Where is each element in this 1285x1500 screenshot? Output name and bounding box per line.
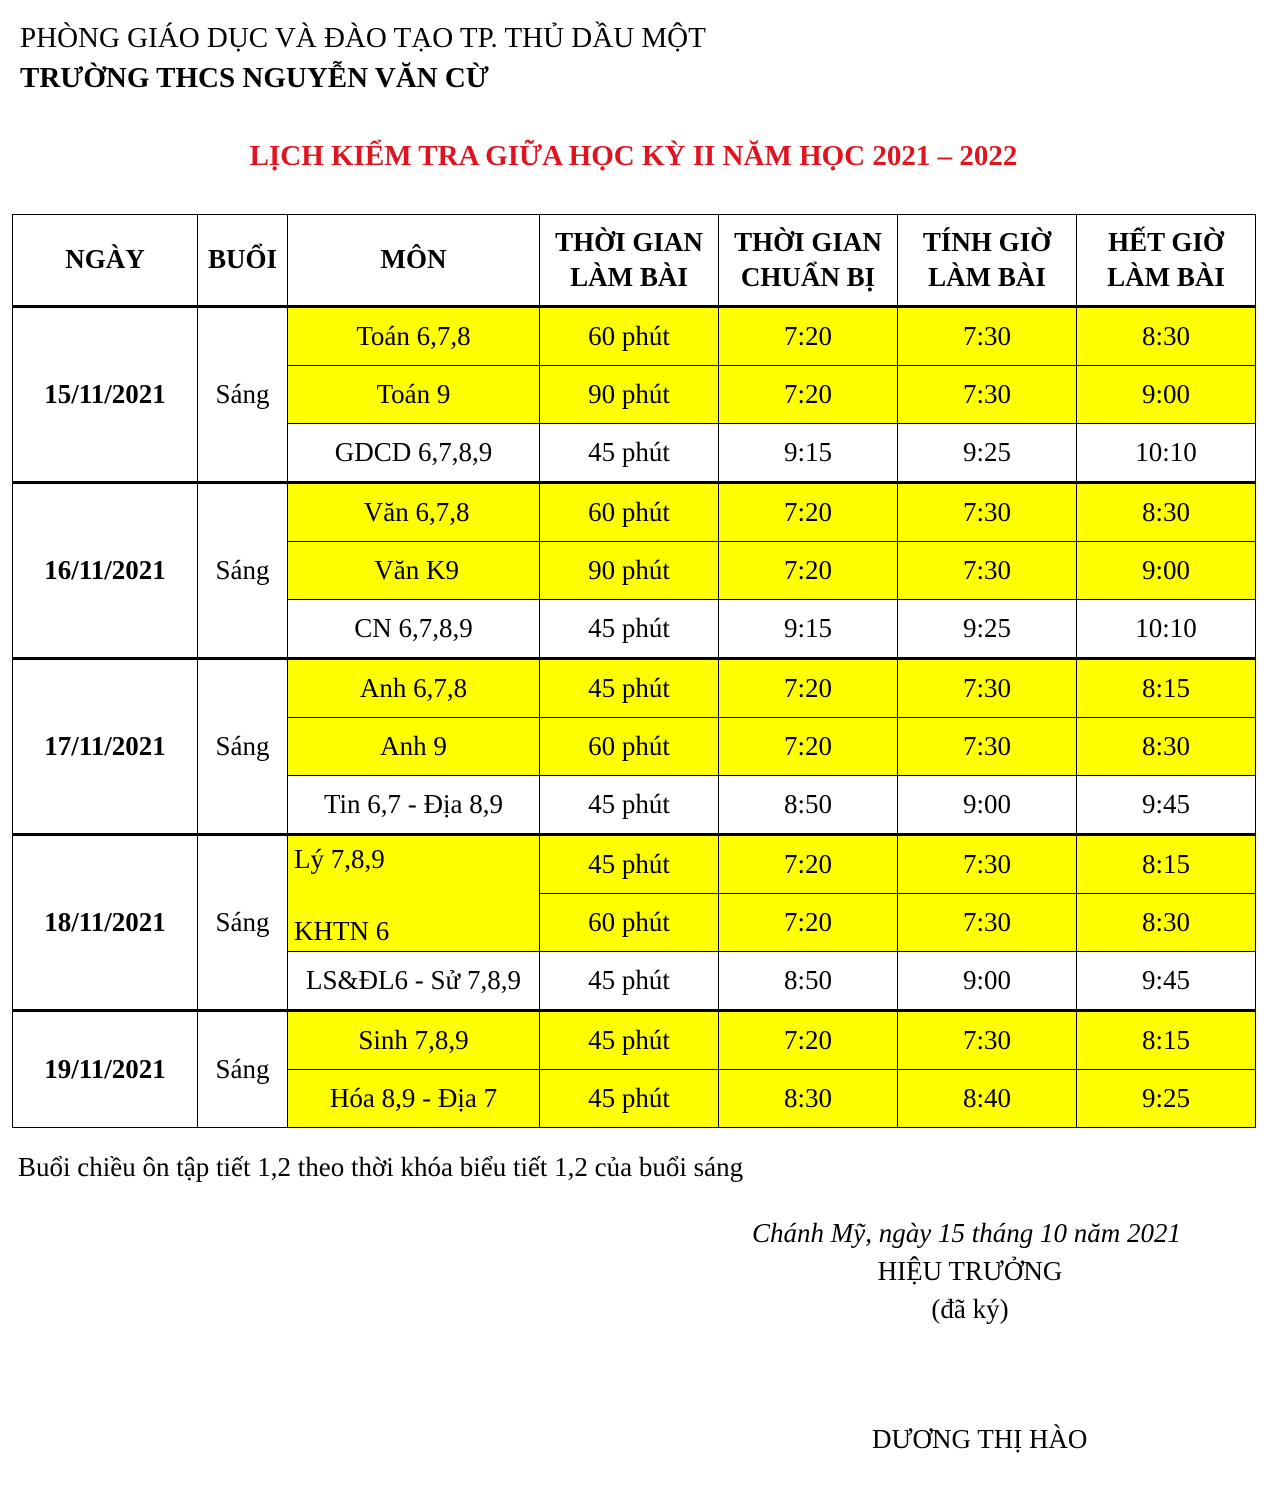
prep-cell: 9:15 [719,600,898,659]
subject-cell: Anh 6,7,8 [288,659,540,718]
subject-cell: CN 6,7,8,9 [288,600,540,659]
header-start: TÍNH GIỜ LÀM BÀI [898,215,1077,307]
subject-cell: Sinh 7,8,9 [288,1011,540,1070]
schedule-body [13,307,1256,483]
header-session: BUỔI [198,215,288,307]
duration-cell: 60 phút [540,483,719,542]
end-cell: 8:15 [1077,835,1256,894]
duration-cell: 45 phút [540,835,719,894]
place-date: Chánh Mỹ, ngày 15 tháng 10 năm 2021 [752,1218,1181,1248]
header-end: HẾT GIỜ LÀM BÀI [1077,215,1256,307]
department-name: PHÒNG GIÁO DỤC VÀ ĐÀO TẠO TP. THỦ DẦU MỘT [20,22,706,54]
start-cell: 7:30 [898,718,1077,776]
prep-cell: 7:20 [719,718,898,776]
end-cell: 8:30 [1077,483,1256,542]
prep-cell: 7:20 [719,659,898,718]
subject-cell: LS&ĐL6 - Sử 7,8,9 [288,952,540,1011]
duration-cell: 45 phút [540,776,719,835]
prep-cell: 7:20 [719,835,898,894]
start-cell: 7:30 [898,835,1077,894]
table-row [13,483,1256,542]
end-cell: 8:15 [1077,659,1256,718]
day-group [13,659,1256,835]
session-cell: Sáng [198,835,288,1011]
subject-cell: GDCD 6,7,8,9 [288,424,540,483]
header-prep: THỜI GIAN CHUẨN BỊ [719,215,898,307]
start-cell: 9:00 [898,776,1077,835]
signed-status: (đã ký) [931,1294,1009,1324]
end-cell: 8:15 [1077,1011,1256,1070]
signer-role: HIỆU TRƯỞNG [877,1256,1063,1286]
duration-cell: 90 phút [540,366,719,424]
end-cell: 9:00 [1077,366,1256,424]
session-cell: Sáng [198,483,288,659]
subject-cell: Hóa 8,9 - Địa 7 [288,1070,540,1128]
end-cell: 9:45 [1077,776,1256,835]
subject-cell: Anh 9 [288,718,540,776]
end-cell: 10:10 [1077,600,1256,659]
prep-cell: 7:20 [719,542,898,600]
header-date: NGÀY [13,215,198,307]
end-cell: 9:45 [1077,952,1256,1011]
day-group [13,835,1256,1011]
duration-cell: 45 phút [540,1070,719,1128]
start-cell: 9:00 [898,952,1077,1011]
subject-text: KHTN 6 [294,916,390,946]
prep-cell: 7:20 [719,894,898,952]
start-cell: 8:40 [898,1070,1077,1128]
start-cell: 7:30 [898,483,1077,542]
end-cell: 9:25 [1077,1070,1256,1128]
duration-cell: 90 phút [540,542,719,600]
prep-cell: 8:50 [719,952,898,1011]
session-cell: Sáng [198,659,288,835]
signer-name: DƯƠNG THỊ HÀO [872,1424,1088,1454]
exam-schedule-table [12,214,1256,1128]
duration-cell: 45 phút [540,424,719,483]
end-cell: 8:30 [1077,894,1256,952]
duration-cell: 60 phút [540,307,719,366]
prep-cell: 7:20 [719,307,898,366]
table-header-row [13,215,1256,307]
duration-cell: 45 phút [540,952,719,1011]
duration-cell: 45 phút [540,1011,719,1070]
subject-cell [288,835,540,952]
table-row [13,1011,1256,1070]
end-cell: 10:10 [1077,424,1256,483]
start-cell: 9:25 [898,424,1077,483]
date-cell: 16/11/2021 [13,483,198,659]
end-cell: 8:30 [1077,307,1256,366]
end-cell: 8:30 [1077,718,1256,776]
header-subject: MÔN [288,215,540,307]
date-cell: 18/11/2021 [13,835,198,1011]
table-row [13,307,1256,366]
subject-cell: Văn 6,7,8 [288,483,540,542]
day-group [13,483,1256,659]
duration-cell: 60 phút [540,894,719,952]
subject-text: Lý 7,8,9 [294,844,385,874]
prep-cell: 8:30 [719,1070,898,1128]
date-cell: 15/11/2021 [13,307,198,483]
prep-cell: 8:50 [719,776,898,835]
start-cell: 9:25 [898,600,1077,659]
duration-cell: 60 phút [540,718,719,776]
session-cell: Sáng [198,307,288,483]
end-cell: 9:00 [1077,542,1256,600]
table-row [13,659,1256,718]
note-text: Buổi chiều ôn tập tiết 1,2 theo thời khóa biểu tiết 1,2 của buổi sáng [18,1152,744,1182]
header-duration: THỜI GIAN LÀM BÀI [540,215,719,307]
subject-cell: Tin 6,7 - Địa 8,9 [288,776,540,835]
start-cell: 7:30 [898,307,1077,366]
subject-cell: Toán 6,7,8 [288,307,540,366]
prep-cell: 7:20 [719,1011,898,1070]
session-cell: Sáng [198,1011,288,1128]
start-cell: 7:30 [898,1011,1077,1070]
duration-cell: 45 phút [540,659,719,718]
date-cell: 19/11/2021 [13,1011,198,1128]
subject-cell: Toán 9 [288,366,540,424]
day-group [13,1011,1256,1128]
prep-cell: 7:20 [719,483,898,542]
date-cell: 17/11/2021 [13,659,198,835]
prep-cell: 9:15 [719,424,898,483]
subject-cell: Văn K9 [288,542,540,600]
table-row [13,835,1256,894]
start-cell: 7:30 [898,542,1077,600]
school-name: TRƯỜNG THCS NGUYỄN VĂN CỪ [20,62,489,94]
document-title: LỊCH KIỂM TRA GIỮA HỌC KỲ II NĂM HỌC 2021 – 2022 [249,140,1018,172]
start-cell: 7:30 [898,894,1077,952]
duration-cell: 45 phút [540,600,719,659]
prep-cell: 7:20 [719,366,898,424]
start-cell: 7:30 [898,366,1077,424]
start-cell: 7:30 [898,659,1077,718]
